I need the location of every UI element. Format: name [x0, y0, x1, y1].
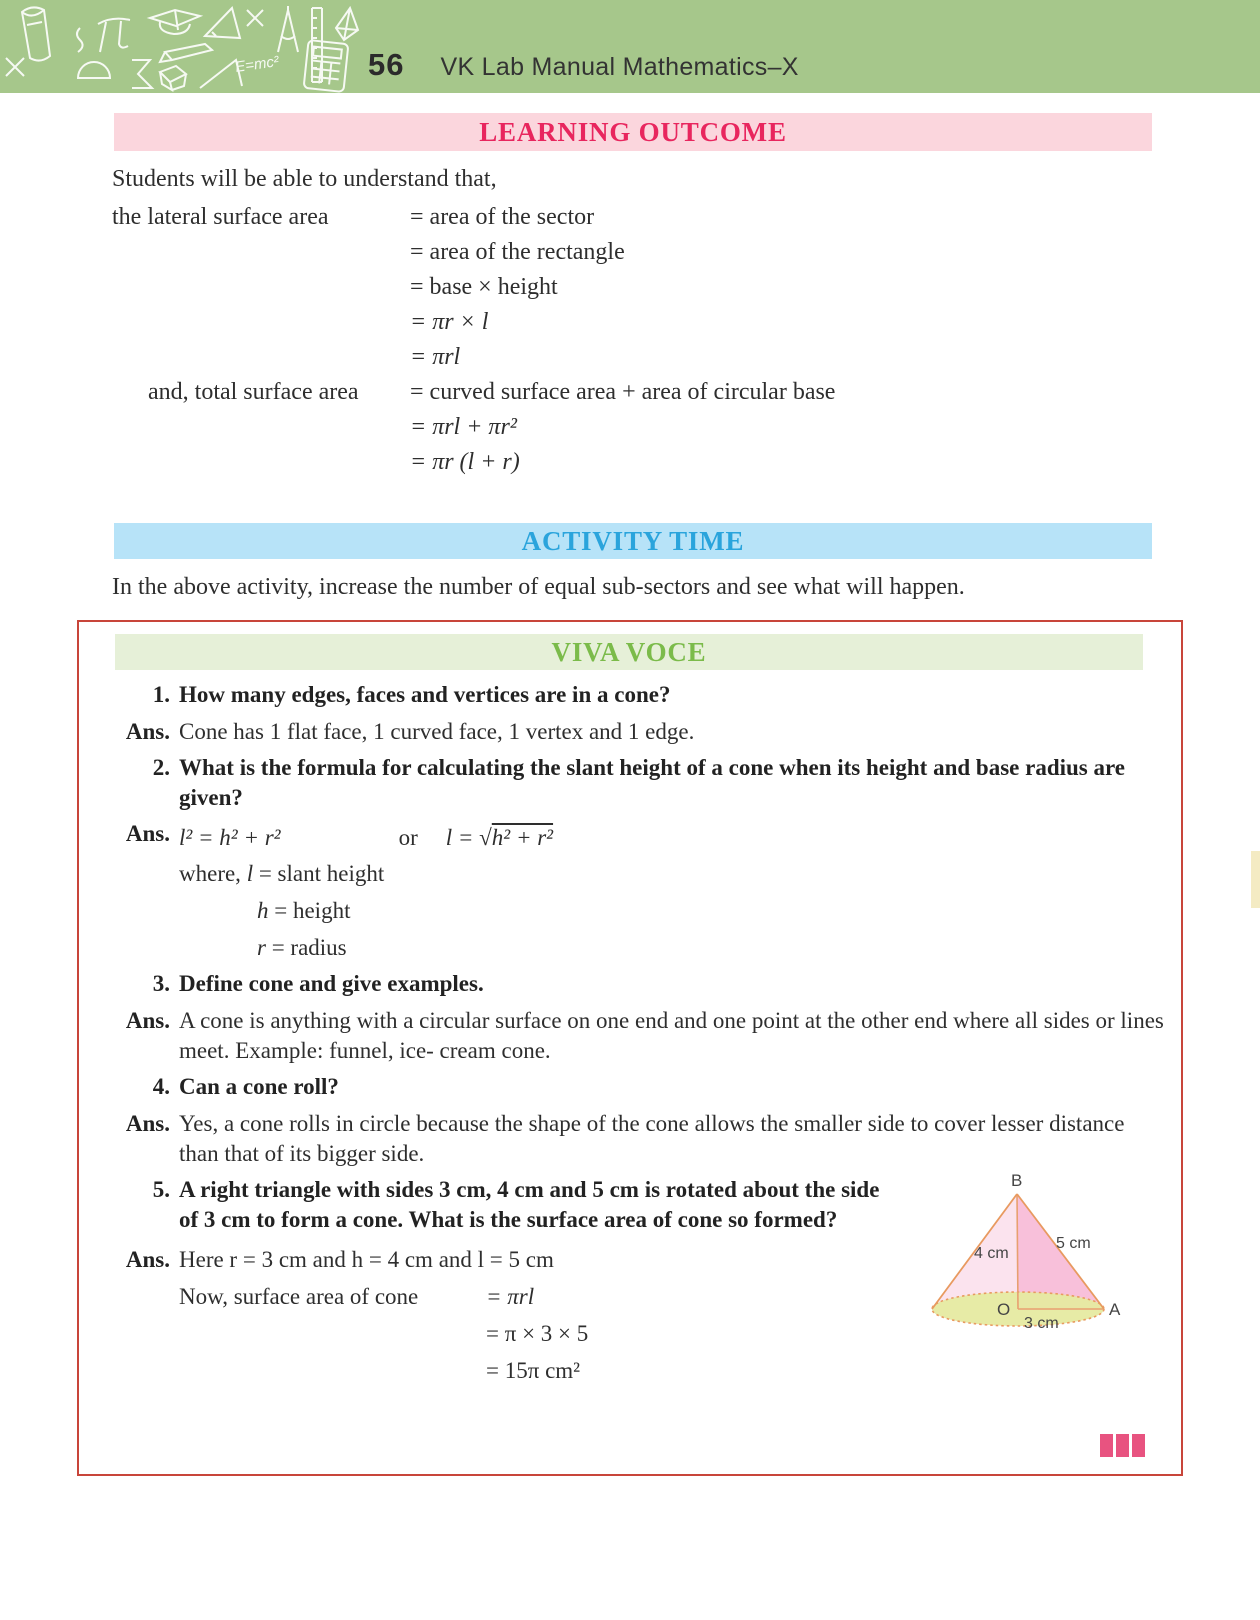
compass-doodle [278, 6, 298, 52]
formula-row [112, 200, 1260, 235]
formula-text: = area of the rectangle [410, 239, 625, 265]
viva-voce-section [77, 620, 1183, 1476]
radical-formula-prefix: l = √ [445, 825, 492, 850]
page-header [0, 0, 1260, 93]
answer-text: Cone has 1 flat face, 1 curved face, 1 vertex and 1 edge. [179, 719, 695, 744]
radical-formula-radicand: h² + r² [491, 825, 554, 850]
formula-text: = base × height [410, 274, 558, 300]
calculation-line [179, 1356, 1167, 1386]
cap-doodle [150, 10, 200, 34]
where-def: = radius [265, 935, 347, 960]
viva-voce-banner [115, 634, 1143, 670]
cone-axis-line [1017, 1194, 1018, 1309]
label-radius-3cm: 3 cm [1024, 1315, 1059, 1332]
where-row [112, 859, 1167, 889]
or-text: or [398, 825, 418, 850]
where-def: = slant height [253, 861, 385, 886]
squiggle-doodle [77, 28, 83, 52]
formula-row [112, 410, 1260, 445]
triangle-doodle [205, 8, 240, 38]
answer-label: Ans. [125, 719, 170, 744]
where-row [112, 933, 1167, 963]
learning-outcome-banner [114, 113, 1152, 151]
question-text: What is the formula for calculating the slant height of a cone when its height and base radius are given? [179, 755, 1126, 810]
question-text: A right triangle with sides 3 cm, 4 cm and 5 cm is rotated about the side of 3 cm to form a cone. What is the surface area of cone so formed? [179, 1177, 880, 1232]
learning-outcome-banner-label: LEARNING OUTCOME [479, 116, 787, 147]
pi-doodle [98, 19, 130, 52]
where-text [179, 896, 1167, 926]
calc-label: Now, surface area of cone [179, 1284, 419, 1309]
section-end-bars-icon [1100, 1434, 1145, 1457]
pencil-doodle [160, 44, 212, 62]
math-doodles-illustration [0, 0, 360, 93]
protractor-doodle [78, 62, 110, 78]
formula-row [112, 375, 1260, 410]
calculator-doodle [304, 40, 349, 92]
question-row [112, 753, 1167, 813]
question-text: How many edges, faces and vertices are in a cone? [179, 682, 671, 707]
page-number: 56 [368, 47, 405, 82]
answer-row [112, 717, 1167, 747]
emc2-doodle: E=mc² [234, 53, 280, 76]
answer-label: Ans. [125, 1111, 170, 1136]
pyramid-doodle [336, 8, 358, 40]
answer-row [112, 819, 1167, 853]
cylinder-doodle [22, 7, 50, 60]
formula-row [112, 305, 1260, 340]
sigma-doodle [132, 60, 152, 88]
question-number: 3. [152, 971, 170, 996]
var-r: r [257, 935, 266, 960]
answer-row [112, 1109, 1167, 1169]
total-surface-label: and, total surface area [148, 379, 359, 405]
label-corner-A: A [1109, 1300, 1121, 1319]
calculation-row [112, 1356, 1167, 1386]
var-l: l [246, 861, 254, 886]
formula-row [112, 340, 1260, 375]
page-edge-tab [1251, 851, 1260, 908]
formula-text: = πrl + πr² [410, 414, 517, 440]
where-text [179, 859, 1167, 889]
cone-diagram [894, 1162, 1139, 1352]
viva-voce-banner-label: VIVA VOCE [551, 636, 707, 667]
answer-label: Ans. [125, 821, 170, 846]
lateral-surface-label: the lateral surface area [112, 204, 329, 230]
where-def: = height [268, 898, 351, 923]
answer-text: Here r = 3 cm and h = 4 cm and l = 5 cm [179, 1247, 554, 1272]
formula-row [112, 235, 1260, 270]
question-text: Define cone and give examples. [179, 971, 484, 996]
formula-text: = πr (l + r) [410, 449, 520, 475]
activity-time-banner [114, 523, 1152, 559]
var-h: h [257, 898, 269, 923]
question-row [112, 1072, 1167, 1102]
formula-text: = πrl [486, 1284, 535, 1309]
answer-text: Yes, a cone rolls in circle because the shape of the cone allows the smaller side to cover lesser distance than that of its bigger side. [179, 1111, 1125, 1166]
where-word: where, [179, 861, 247, 886]
answer-label: Ans. [125, 1247, 170, 1272]
answer-row [112, 1006, 1167, 1066]
answer-formula [179, 819, 1167, 853]
question-row [112, 969, 1167, 999]
formula-row [112, 445, 1260, 480]
activity-time-banner-label: ACTIVITY TIME [521, 525, 745, 556]
label-apex-B: B [1011, 1171, 1023, 1190]
x-doodle [247, 10, 263, 26]
question-row [112, 680, 1167, 710]
cube-doodle [160, 66, 186, 90]
page-title: VK Lab Manual Mathematics–X [440, 53, 799, 81]
formula-text: l² = h² + r² [179, 825, 281, 850]
formula-text: = area of the sector [410, 204, 595, 230]
question-text: Can a cone roll? [179, 1074, 339, 1099]
label-height-4cm: 4 cm [974, 1245, 1009, 1262]
formula-row [112, 270, 1260, 305]
formula-text: = curved surface area + area of circular base [410, 379, 836, 405]
learning-outcome-intro: Students will be able to understand that, [112, 166, 497, 192]
formula-text: = πrl [410, 344, 461, 370]
formula-text: = 15π cm² [486, 1358, 581, 1383]
question-number: 2. [152, 755, 170, 780]
answer-label: Ans. [125, 1008, 170, 1033]
x-doodle [6, 58, 24, 76]
label-center-O: O [997, 1300, 1011, 1319]
question-number: 1. [152, 682, 170, 707]
formula-text: = π × 3 × 5 [486, 1321, 589, 1346]
question-number: 4. [152, 1074, 170, 1099]
where-row [112, 896, 1167, 926]
formula-text: = πr × l [410, 309, 489, 335]
label-slant-5cm: 5 cm [1056, 1235, 1091, 1252]
question-number: 5. [152, 1177, 170, 1202]
answer-text: A cone is anything with a circular surface on one end and one point at the other end where all sides or lines meet. Example: funnel, ice- cream cone. [179, 1008, 1164, 1063]
activity-text: In the above activity, increase the number of equal sub-sectors and see what will happen. [112, 574, 965, 600]
where-text [179, 933, 1167, 963]
